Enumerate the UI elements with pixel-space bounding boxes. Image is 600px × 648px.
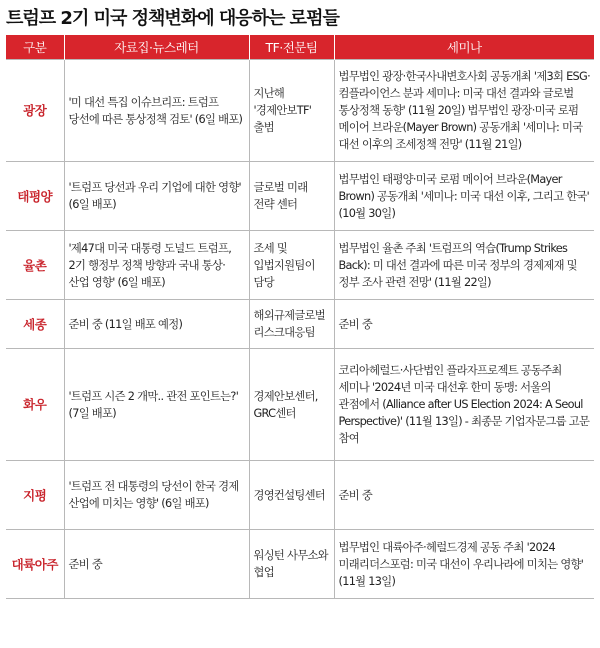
header-newsletter: 자료집·뉴스레터 <box>64 35 249 60</box>
newsletter-cell: '트럼프 시즌 2 개막.. 관전 포인트는?' (7일 배포) <box>64 349 249 461</box>
page-title: 트럼프 2기 미국 정책변화에 대응하는 로펌들 <box>6 8 339 29</box>
seminar-cell: 준비 중 <box>334 461 594 530</box>
newsletter-cell: 준비 중 <box>64 530 249 599</box>
seminar-cell: 법무법인 광장·한국사내변호사회 공동개최 '제3회 ESG·컴플라이언스 분과 세미나: 미국 대선 결과와 글로벌 통상정책 동향' (11월 20일) 법무법인 광장·미국 로펌 메이어 브라운(Mayer Brown) 공동개최 '세미나: 미국 대선 이후의 조세정책 전망' (11월 21일) <box>334 60 594 162</box>
firm-name: 광장 <box>6 60 64 162</box>
table-row <box>6 60 594 162</box>
tf-cell: 워싱턴 사무소와 협업 <box>249 530 334 599</box>
header-tf: TF·전문팀 <box>249 35 334 60</box>
tf-cell: 글로벌 미래 전략 센터 <box>249 162 334 231</box>
seminar-cell: 법무법인 대륙아주·헤럴드경제 공동 주최 '2024 미래리더스포럼: 미국 대선이 우리나라에 미치는 영향' (11월 13일) <box>334 530 594 599</box>
table-row <box>6 300 594 349</box>
seminar-cell: 준비 중 <box>334 300 594 349</box>
firm-name: 화우 <box>6 349 64 461</box>
tf-cell: 경제안보센터, GRC센터 <box>249 349 334 461</box>
header-seminar: 세미나 <box>334 35 594 60</box>
newsletter-cell: '제47대 미국 대통령 도널드 트럼프, 2기 행정부 정책 방향과 국내 통상·산업 영향' (6일 배포) <box>64 231 249 300</box>
seminar-cell: 법무법인 태평양·미국 로펌 메이어 브라운(Mayer Brown) 공동개최 '세미나: 미국 대선 이후, 그리고 한국' (10월 30일) <box>334 162 594 231</box>
tf-cell: 경영컨설팅센터 <box>249 461 334 530</box>
newsletter-cell: 준비 중 (11일 배포 예정) <box>64 300 249 349</box>
table-row <box>6 162 594 231</box>
newsletter-cell: '트럼프 전 대통령의 당선이 한국 경제 산업에 미치는 영향' (6일 배포) <box>64 461 249 530</box>
table-row <box>6 530 594 599</box>
firm-name: 율촌 <box>6 231 64 300</box>
firm-name: 지평 <box>6 461 64 530</box>
table-row <box>6 349 594 461</box>
law-firm-table <box>6 35 594 599</box>
header-category: 구분 <box>6 35 64 60</box>
tf-cell: 해외규제글로벌리스크대응팀 <box>249 300 334 349</box>
newsletter-cell: '미 대선 특집 이슈브리프: 트럼프 당선에 따른 통상정책 검토' (6일 배포) <box>64 60 249 162</box>
table-row <box>6 461 594 530</box>
table-header-row <box>6 35 594 60</box>
seminar-cell: 코리아헤럴드·사단법인 플라자프로젝트 공동주최 세미나 '2024년 미국 대선후 한미 동맹: 서울의 관점에서 (Alliance after US Election 2024: A Seoul Perspective)' (11월 13일) - 최종문 기업자문그룹 고문 참여 <box>334 349 594 461</box>
table-row <box>6 231 594 300</box>
tf-cell: 지난해 '경제안보TF' 출범 <box>249 60 334 162</box>
newsletter-cell: '트럼프 당선과 우리 기업에 대한 영향' (6일 배포) <box>64 162 249 231</box>
firm-name: 태평양 <box>6 162 64 231</box>
tf-cell: 조세 및 입법지원팀이 담당 <box>249 231 334 300</box>
firm-name: 세종 <box>6 300 64 349</box>
firm-name: 대륙아주 <box>6 530 64 599</box>
seminar-cell: 법무법인 율촌 주최 '트럼프의 역습(Trump Strikes Back): 미 대선 결과에 따른 미국 정부의 경제제재 및 정부 조사 관련 전망' (11월 22일) <box>334 231 594 300</box>
